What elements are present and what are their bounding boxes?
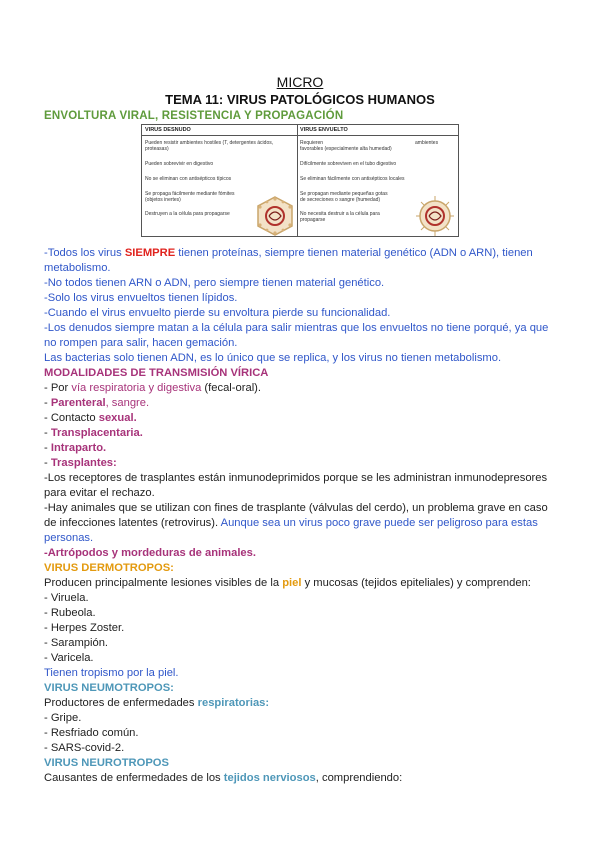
list-item: - SARS-covid-2.	[44, 742, 125, 754]
text-line: Las bacterias solo tienen ADN, es lo único que se replica, y los virus no tienen metabolismo.	[44, 352, 502, 364]
text-line: no rompen para salir, hacen gemación.	[44, 337, 238, 349]
table-column-envuelto	[297, 125, 458, 236]
text-line: -Solo los virus envueltos tienen lípidos.	[44, 292, 238, 304]
section-heading-modalidades: MODALIDADES DE TRANSMISIÓN VÍRICA	[44, 367, 269, 379]
list-item: - Rubeola.	[44, 607, 96, 619]
text-line: para evitar el rechazo.	[44, 487, 155, 499]
table-column-desnudo	[142, 125, 298, 236]
text-line: -Todos los virus SIEMPRE tienen proteínas, siempre tienen material genético (ADN o ARN), tienen	[44, 247, 533, 259]
text-line: Productores de enfermedades respiratorias:	[44, 697, 270, 709]
table-cell: Pueden sobrevivir en digestivo	[145, 161, 214, 167]
text-line: -No todos tienen ARN o ADN, pero siempre tienen material genético.	[44, 277, 385, 289]
list-item: - Gripe.	[44, 712, 82, 724]
list-item: - Viruela.	[44, 592, 89, 604]
table-cell: Se eliminan fácilmente con antisépticos locales	[300, 176, 405, 182]
list-item: - Trasplantes:	[44, 457, 117, 469]
table-header-desnudo: VIRUS DESNUDO	[142, 125, 297, 136]
section-heading-neurotropos: VIRUS NEUROTROPOS	[44, 757, 169, 769]
text-line: de infecciones latentes (retrovirus). Aunque sea un virus poco grave puede ser peligroso para estas	[44, 517, 538, 529]
section-heading-envoltura: ENVOLTURA VIRAL, RESISTENCIA Y PROPAGACIÓN	[44, 110, 344, 122]
table-cell: Difícilmente sobreviven en el tubo digestivo	[300, 161, 397, 167]
table-cell: Se propaga fácilmente mediante fómites	[145, 191, 235, 197]
highlight-siempre: SIEMPRE	[124, 247, 176, 259]
subject-title: MICRO	[276, 74, 324, 90]
section-heading-neumotropos: VIRUS NEUMOTROPOS:	[44, 682, 174, 694]
table-cell: No necesita destruir a la célula para	[300, 211, 380, 217]
enveloped-virus-icon	[415, 195, 455, 237]
text-line: -Cuando el virus envuelto pierde su envoltura pierde su funcionalidad.	[44, 307, 391, 319]
list-item: - Parenteral, sangre.	[44, 397, 150, 409]
list-item: - Herpes Zoster.	[44, 622, 125, 634]
comparison-table	[141, 124, 459, 237]
table-cell: Requieren	[300, 140, 324, 146]
list-item: - Varicela.	[44, 652, 94, 664]
table-cell: No se eliminan con antisépticos típicos	[145, 176, 232, 182]
text-line: Causantes de enfermedades de los tejidos nerviosos, comprendiendo:	[44, 772, 403, 784]
text-line: -Los receptores de trasplantes están inmunodeprimidos porque se les administran inmunodepresores	[44, 472, 548, 484]
section-heading-dermotropos: VIRUS DERMOTROPOS:	[44, 562, 174, 574]
text-line: personas.	[44, 532, 94, 544]
table-cell: (objetos inertes)	[145, 197, 181, 203]
table-cell: Pueden resistir ambientes hostiles (T, detergentes ácidos,	[145, 140, 274, 146]
list-item: -Artrópodos y mordeduras de animales.	[44, 547, 256, 559]
list-item: - Intraparto.	[44, 442, 107, 454]
page-title: TEMA 11: VIRUS PATOLÓGICOS HUMANOS	[165, 92, 435, 107]
table-header-envuelto: VIRUS ENVUELTO	[297, 125, 458, 136]
list-item: - Por vía respiratoria y digestiva (fecal-oral).	[44, 382, 262, 394]
table-cell: Destruyen a la célula para propagarse	[145, 211, 230, 217]
table-cell: propagarse	[300, 217, 326, 223]
text-line: -Hay animales que se utilizan con fines de trasplante (válvulas del cerdo), un problema grave en caso	[44, 502, 548, 514]
table-cell: de secreciones o sangre (humedad)	[300, 197, 381, 203]
text-line: metabolismo.	[44, 262, 111, 274]
naked-virus-icon	[255, 195, 295, 237]
text-line: -Los denudos siempre matan a la célula para salir mientras que los envueltos no tiene porqué, ya que	[44, 322, 549, 334]
text-line: Producen principalmente lesiones visibles de la piel y mucosas (tejidos epiteliales) y comprenden:	[44, 577, 531, 589]
table-cell: proteasas)	[145, 146, 169, 152]
text-line: Tienen tropismo por la piel.	[44, 667, 179, 679]
table-cell: ambientes	[415, 140, 439, 146]
list-item: - Contacto sexual.	[44, 412, 137, 424]
list-item: - Resfriado común.	[44, 727, 139, 739]
list-item: - Sarampión.	[44, 637, 109, 649]
list-item: - Transplacentaria.	[44, 427, 143, 439]
table-cell: Se propagan mediante pequeñas gotas	[300, 191, 388, 197]
table-cell: favorables (especialmente alta humedad)	[300, 146, 392, 152]
